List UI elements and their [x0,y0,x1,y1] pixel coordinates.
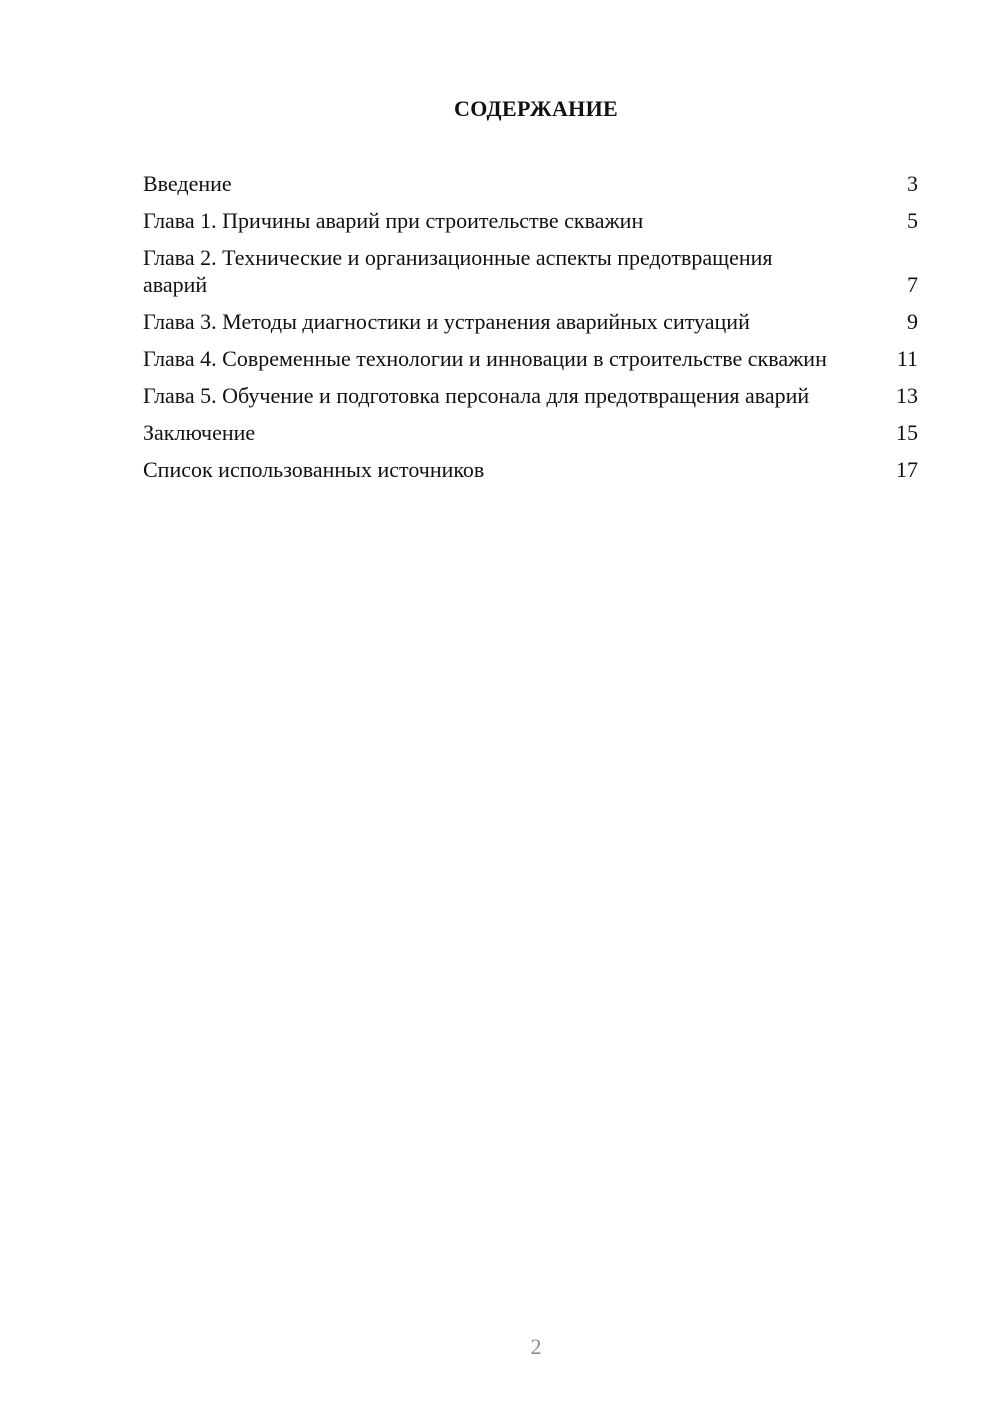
toc-entry-text: Глава 3. Методы диагностики и устранения аварийных ситуаций [143,309,750,334]
toc-entry-page: 15 [896,420,918,445]
toc-entry-text: Глава 2. Технические и организационные аспекты предотвращения аварий [143,245,773,297]
toc-entry-text: Введение [143,171,232,196]
toc-entry-page: 11 [896,346,918,371]
toc-entry-text: Заключение [143,420,256,445]
toc-entry-page: 9 [907,309,918,334]
toc-entry-page: 5 [907,208,918,233]
toc-title: СОДЕРЖАНИЕ [454,96,618,121]
toc-entry-chapter-1 [143,207,918,234]
toc-entry-page: 7 [907,272,918,297]
toc-entry-chapter-4 [143,345,918,372]
toc-entry-chapter-5 [143,382,918,409]
toc-entry-chapter-2 [143,244,918,298]
table-of-contents [143,170,918,493]
toc-entry-references [143,456,918,483]
toc-entry-chapter-3 [143,308,918,335]
toc-entry-page: 3 [907,171,918,196]
toc-entry-text: Список использованных источников [143,457,485,482]
toc-entry-text: Глава 5. Обучение и подготовка персонала для предотвращения аварий [143,383,810,408]
toc-entry-text: Глава 4. Современные технологии и инновации в строительстве скважин [143,346,827,371]
page-number: 2 [530,1334,542,1359]
toc-entry-text: Глава 1. Причины аварий при строительстве скважин [143,208,644,233]
toc-entry-conclusion [143,419,918,446]
toc-entry-page: 17 [896,457,918,482]
toc-entry-page: 13 [896,383,918,408]
toc-entry-introduction [143,170,918,197]
